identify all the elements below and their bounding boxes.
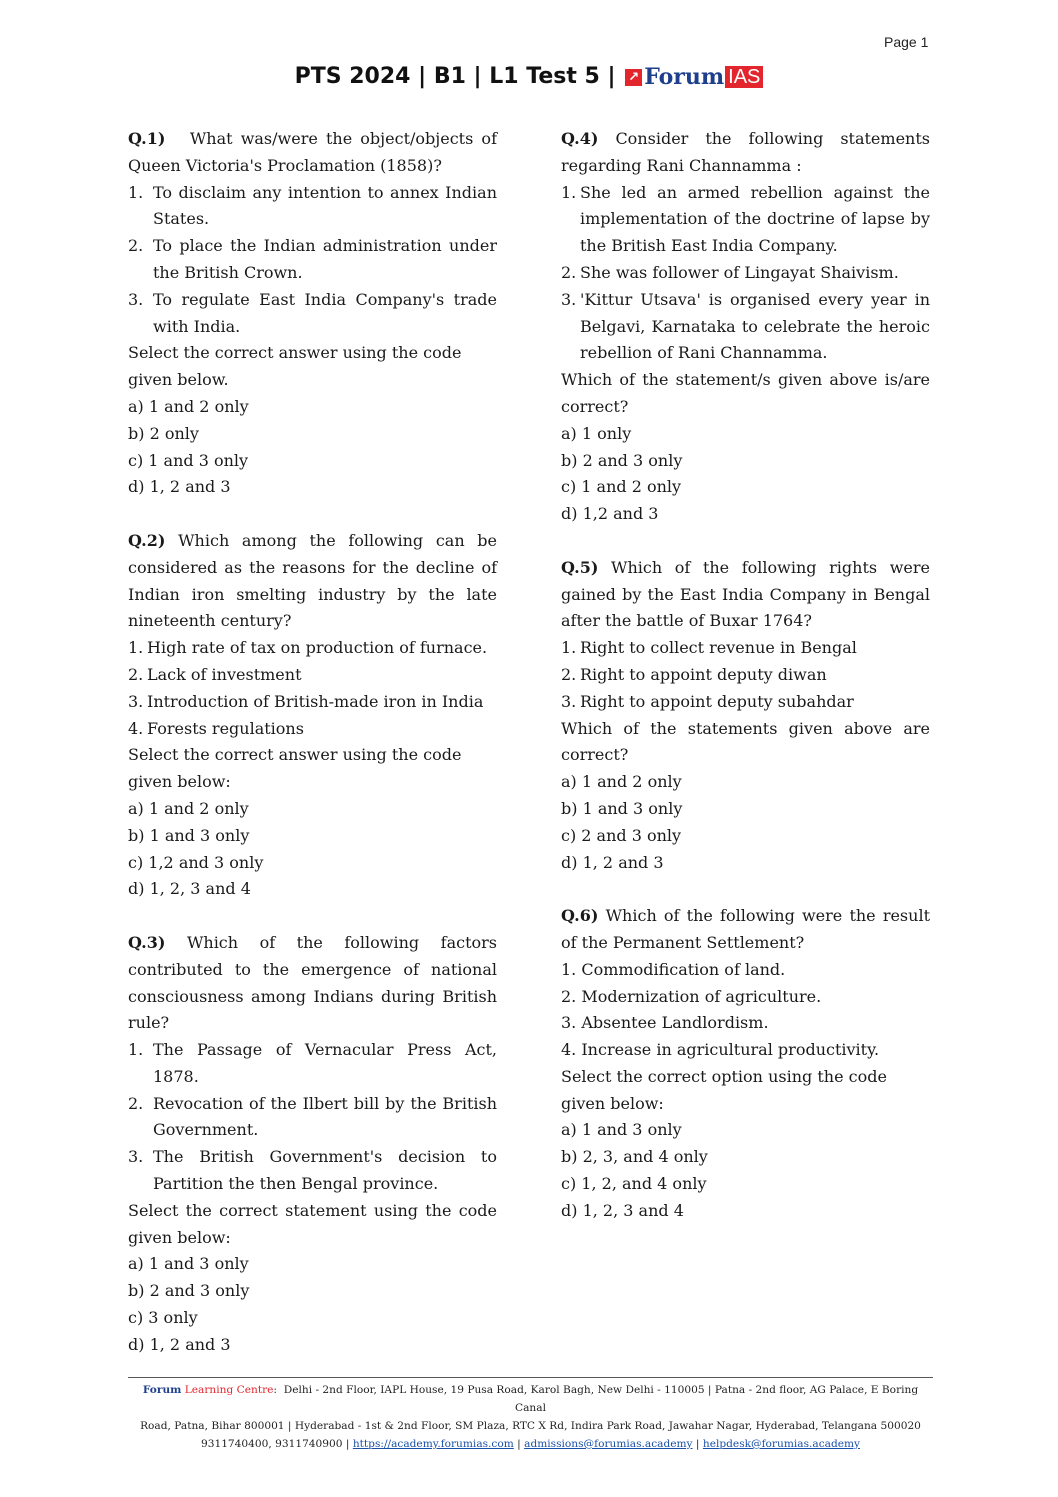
statement-number: 2. — [561, 262, 577, 282]
logo-forum-text: Forum — [644, 64, 725, 90]
statement-list — [561, 180, 930, 368]
statement — [128, 662, 497, 689]
statement — [128, 689, 497, 716]
admissions-email-link[interactable]: admissions@forumias.academy — [524, 1438, 693, 1450]
option-a: a) 1 and 3 only — [561, 1120, 682, 1140]
option-c: c) 1 and 3 only — [128, 450, 249, 470]
question-3 — [128, 930, 497, 1359]
statement — [128, 1037, 497, 1091]
question-stem — [561, 903, 930, 957]
question-number: Q.1) — [128, 129, 166, 148]
option-b: b) 2, 3, and 4 only — [561, 1147, 708, 1167]
option-a: a) 1 and 3 only — [128, 1254, 249, 1274]
statement-number: 1. — [128, 182, 144, 202]
statement — [128, 635, 497, 662]
option-d: d) 1, 2 and 3 — [128, 477, 231, 497]
question-stem — [128, 930, 497, 1037]
option-b: b) 2 and 3 only — [561, 450, 683, 470]
option-b: b) 2 and 3 only — [128, 1281, 250, 1301]
statement-text: To regulate East India Company's trade with India. — [153, 289, 497, 336]
question-1 — [128, 126, 497, 501]
statement-text: High rate of tax on production of furnace. — [147, 638, 488, 658]
statement — [561, 662, 930, 689]
footer-phones: 9311740400, 9311740900 | — [200, 1438, 350, 1450]
question-text: Consider the following statements regarding Rani Channamma : — [561, 129, 930, 175]
option-a: a) 1 and 2 only — [561, 772, 682, 792]
page-number: Page 1 — [884, 34, 929, 50]
statement — [561, 180, 930, 260]
question-number: Q.6) — [561, 906, 599, 926]
statement-number: 3. — [128, 691, 144, 711]
statement-text: Right to appoint deputy subahdar — [580, 691, 854, 711]
question-6 — [561, 903, 930, 1225]
statement: 2. Modernization of agriculture. — [561, 986, 822, 1006]
statement-number: 3. — [561, 289, 577, 309]
footer-address-line-1 — [128, 1381, 933, 1417]
option-c: c) 3 only — [128, 1308, 198, 1328]
instruction: Select the correct option using the code given below: — [561, 1066, 887, 1113]
statement-list — [561, 635, 930, 715]
option-b: b) 1 and 3 only — [128, 825, 250, 845]
question-stem — [128, 126, 497, 180]
option-b: b) 2 only — [128, 423, 199, 443]
website-link[interactable]: https://academy.forumias.com — [352, 1438, 514, 1450]
statement-number: 1. — [128, 638, 144, 658]
statement-text: To disclaim any intention to annex Indian States. — [153, 182, 497, 229]
question-text: Which of the following were the result of the Permanent Settlement? — [561, 906, 930, 952]
footer-contact-line — [128, 1435, 933, 1453]
option-c: c) 1 and 2 only — [561, 477, 682, 497]
statement-list — [128, 180, 497, 341]
instruction: Select the correct answer using the code given below: — [128, 745, 462, 792]
statement — [561, 287, 930, 367]
statement-list — [128, 1037, 497, 1198]
statement-text: The British Government's decision to Partition the then Bengal province. — [153, 1147, 497, 1194]
statement-text: Right to collect revenue in Bengal — [580, 638, 857, 658]
page-header — [0, 64, 1058, 90]
statement — [128, 716, 497, 743]
statement-number: 1. — [128, 1040, 144, 1060]
statement-number: 2. — [128, 236, 144, 256]
statement: 4. Increase in agricultural productivity. — [561, 1040, 880, 1060]
statement-number: 1. — [561, 638, 577, 658]
question-stem — [561, 126, 930, 180]
left-column — [128, 126, 497, 1385]
statement-list — [128, 635, 497, 742]
question-stem — [561, 555, 930, 635]
statement-text: Lack of investment — [147, 664, 302, 684]
instruction: Which of the statement/s given above is/are correct? — [561, 370, 930, 416]
forumias-logo — [625, 64, 763, 90]
footer-colon: : — [273, 1384, 277, 1396]
statement-text: 'Kittur Utsava' is organised every year in Belgavi, Karnataka to celebrate the heroic rebellion of Rani Channamma. — [580, 289, 930, 363]
right-column — [561, 126, 930, 1251]
option-d: d) 1, 2, 3 and 4 — [128, 879, 251, 899]
page-footer — [128, 1377, 933, 1453]
question-2 — [128, 528, 497, 903]
statement — [561, 635, 930, 662]
option-a: a) 1 only — [561, 423, 632, 443]
statement-text: She was follower of Lingayat Shaivism. — [580, 262, 899, 282]
question-stem — [128, 528, 497, 635]
option-c: c) 2 and 3 only — [561, 825, 682, 845]
statement — [128, 180, 497, 234]
statement-number: 3. — [561, 691, 577, 711]
option-d: d) 1, 2, 3 and 4 — [561, 1200, 684, 1220]
question-4 — [561, 126, 930, 528]
option-d: d) 1,2 and 3 — [561, 504, 659, 524]
statement: 3. Absentee Landlordism. — [561, 1013, 769, 1033]
option-a: a) 1 and 2 only — [128, 396, 249, 416]
statement — [128, 287, 497, 341]
question-text: What was/were the object/objects of Queen Victoria's Proclamation (1858)? — [128, 129, 497, 175]
statement: 1. Commodification of land. — [561, 959, 786, 979]
question-number: Q.2) — [128, 530, 166, 550]
statement-text: Forests regulations — [147, 718, 304, 738]
statement-text: She led an armed rebellion against the implementation of the doctrine of lapse by the British East India Company. — [580, 182, 930, 256]
statement-number: 2. — [128, 664, 144, 684]
statement-number: 3. — [128, 1147, 144, 1167]
footer-learning-centre-label: Learning Centre — [184, 1384, 274, 1396]
statement — [561, 260, 930, 287]
question-number: Q.3) — [128, 932, 166, 952]
footer-separator: | — [517, 1438, 521, 1450]
arrow-icon: ↗ — [625, 69, 642, 86]
footer-forum-label: Forum — [142, 1384, 182, 1396]
test-title: PTS 2024 | B1 | L1 Test 5 | — [294, 64, 616, 89]
instruction: Which of the statements given above are correct? — [561, 718, 930, 765]
option-d: d) 1, 2 and 3 — [561, 852, 664, 872]
statement — [128, 1091, 497, 1145]
statement-number: 2. — [561, 664, 577, 684]
statement — [128, 1144, 497, 1198]
question-text: Which of the following rights were gained by the East India Company in Bengal after the battle of Buxar 1764? — [561, 557, 930, 631]
footer-address-2: Road, Patna, Bihar 800001 | Hyderabad - 1st & 2nd Floor, SM Plaza, RTC X Rd, Indira Park Road, Jawahar Nagar, Hyderabad, Telangana 500020 — [140, 1420, 921, 1432]
statement-number: 2. — [128, 1093, 144, 1113]
statement-text: Right to appoint deputy diwan — [580, 664, 827, 684]
statement-text: Introduction of British-made iron in India — [147, 691, 484, 711]
question-text: Which of the following factors contributed to the emergence of national consciousness among Indians during British rule? — [128, 932, 497, 1033]
option-c: c) 1, 2, and 4 only — [561, 1174, 707, 1194]
helpdesk-email-link[interactable]: helpdesk@forumias.academy — [702, 1438, 861, 1450]
option-c: c) 1,2 and 3 only — [128, 852, 264, 872]
statement — [128, 233, 497, 287]
statement-text: To place the Indian administration under the British Crown. — [153, 236, 497, 282]
statement — [561, 689, 930, 716]
statement-number: 4. — [128, 718, 144, 738]
question-text: Which among the following can be considered as the reasons for the decline of Indian iron smelting industry by the late nineteenth century? — [128, 530, 498, 631]
option-d: d) 1, 2 and 3 — [128, 1334, 231, 1354]
statement-text: The Passage of Vernacular Press Act, 1878. — [153, 1040, 497, 1086]
question-5 — [561, 555, 930, 877]
instruction: Select the correct answer using the code given below. — [128, 343, 462, 390]
statement-number: 3. — [128, 289, 144, 309]
option-a: a) 1 and 2 only — [128, 798, 249, 818]
footer-separator: | — [695, 1438, 700, 1450]
statement-text: Revocation of the Ilbert bill by the British Government. — [153, 1093, 497, 1140]
statement-number: 1. — [561, 182, 577, 202]
instruction: Select the correct statement using the code given below: — [128, 1200, 497, 1247]
logo-ias-text: IAS — [725, 66, 763, 88]
question-number: Q.4) — [561, 129, 599, 148]
footer-address-1: Delhi - 2nd Floor, IAPL House, 19 Pusa Road, Karol Bagh, New Delhi - 110005 | Patna - 2nd floor, AG Palace, E Boring Canal — [283, 1384, 919, 1414]
option-b: b) 1 and 3 only — [561, 798, 683, 818]
question-number: Q.5) — [561, 557, 599, 577]
